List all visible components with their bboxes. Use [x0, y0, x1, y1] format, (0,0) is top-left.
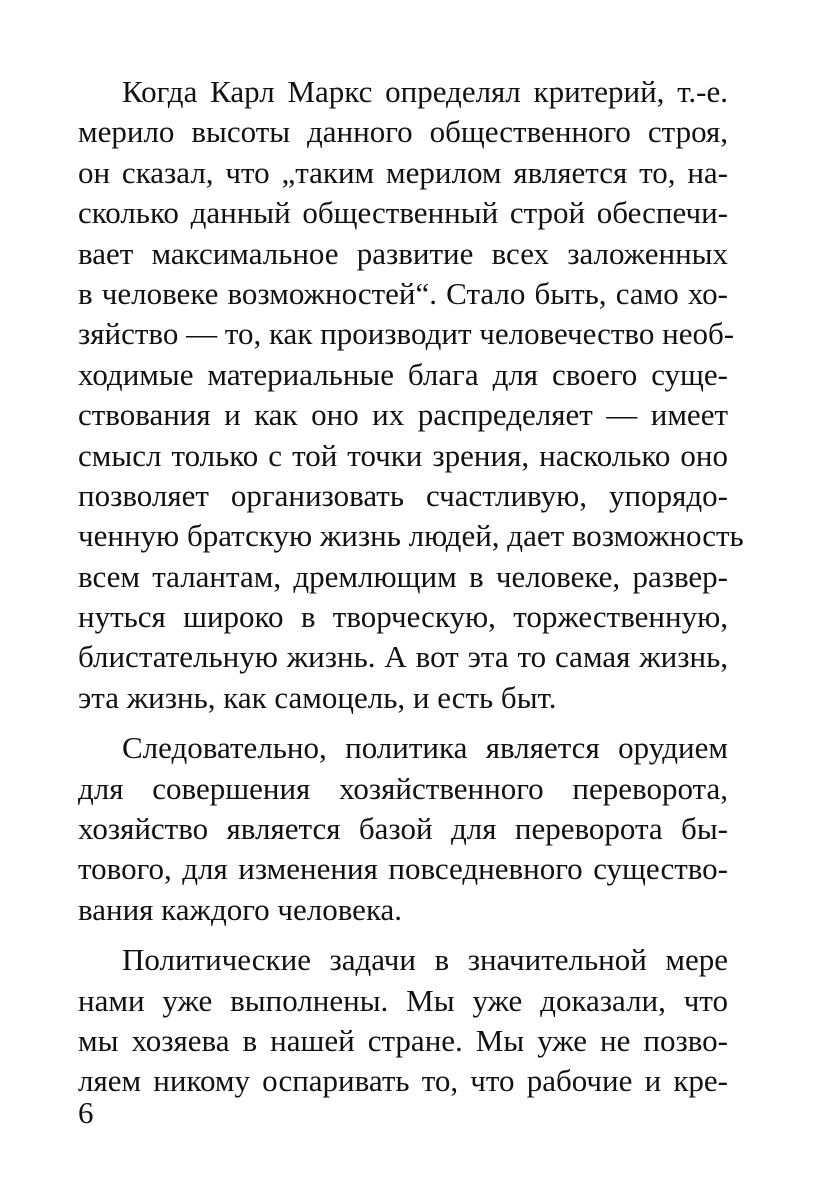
paragraph-3 — [78, 940, 728, 1102]
text-line: вания каждого человека. — [78, 891, 403, 927]
text-line: в человеке возможностей“. Стало быть, само хо- — [78, 275, 728, 311]
text-line: хозяйство является базой для переворота бы- — [78, 811, 728, 847]
text-line: он сказал, что „таким мерилом является то, на- — [78, 154, 728, 190]
text-line: зяйство — то, как производит человечество необ- — [78, 316, 735, 352]
text-line: ходимые материальные блага для своего суще- — [78, 356, 728, 392]
text-line: ляем никому оспаривать то, что рабочие и кре- — [78, 1063, 728, 1099]
text-line: нуться широко в творческую, торжественную, — [78, 599, 728, 635]
text-line: всем талантам, дремлющим в человеке, развер- — [78, 558, 728, 594]
text-line: для совершения хозяйственного переворота, — [78, 770, 728, 806]
page-number: 6 — [78, 1095, 94, 1130]
text-line: эта жизнь, как самоцель, и есть быт. — [78, 679, 557, 715]
text-line: смысл только с той точки зрения, насколько оно — [78, 437, 728, 473]
paragraph-gap — [78, 930, 728, 940]
text-line: мерило высоты данного общественного строя, — [78, 114, 728, 150]
text-line: Следовательно, политика является орудием — [122, 730, 728, 766]
text-line: сколько данный общественный строй обеспечи- — [78, 195, 728, 231]
text-line: позволяет организовать счастливую, упорядо- — [78, 477, 728, 513]
text-line: Когда Карл Маркс определял критерий, т.-е. — [122, 74, 728, 109]
page-body — [78, 72, 744, 1102]
paragraph-gap — [78, 718, 728, 728]
text-line: Политические задачи в значительной мере — [122, 942, 728, 978]
text-line: ченную братскую жизнь людей, дает возможность — [78, 518, 744, 554]
text-line: мы хозяева в нашей стране. Мы уже не позво- — [78, 1022, 728, 1058]
text-line: вает максимальное развитие всех заложенных — [78, 235, 728, 271]
text-line: тового, для изменения повседневного существо- — [78, 851, 728, 887]
text-line: блистательную жизнь. А вот эта то самая жизнь, — [78, 639, 728, 675]
text-line: ствования и как оно их распределяет — имеет — [78, 397, 728, 433]
paragraph-1 — [78, 72, 744, 718]
paragraph-2 — [78, 728, 728, 930]
text-line: нами уже выполнены. Мы уже доказали, что — [78, 982, 728, 1018]
